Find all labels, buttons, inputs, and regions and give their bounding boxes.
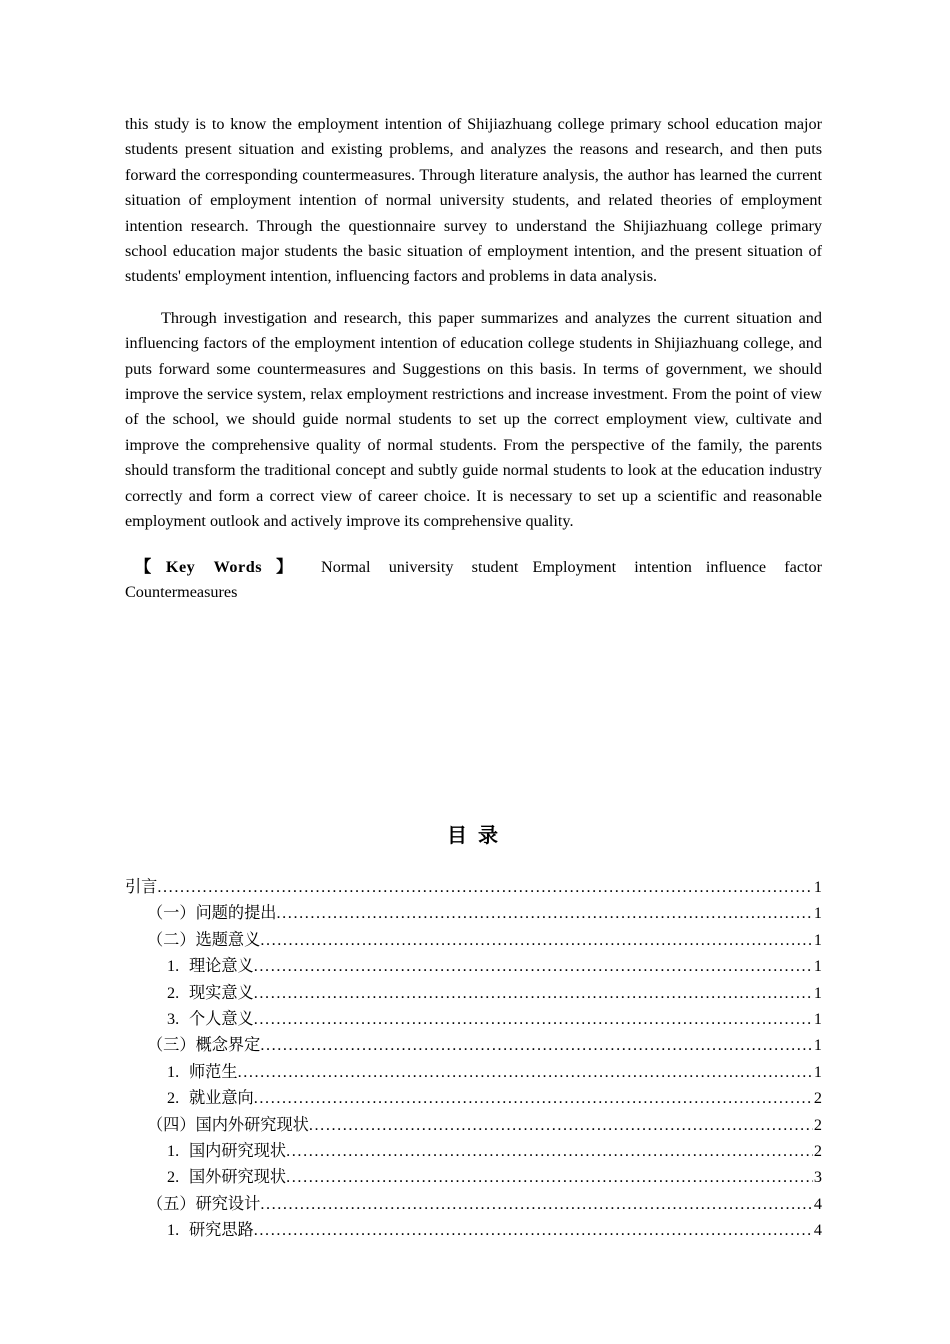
toc-entry-page: 3 xyxy=(813,1168,822,1187)
toc-entry[interactable] xyxy=(125,1138,822,1164)
toc-entry-number: 1. xyxy=(167,957,180,976)
toc-entry[interactable] xyxy=(125,953,822,979)
toc-leader xyxy=(260,1191,813,1217)
keywords-term-2: Employment intention xyxy=(532,557,692,576)
toc-entry-label: 个人意义 xyxy=(189,1010,254,1029)
toc-entry-number: 1. xyxy=(167,1142,180,1161)
toc-leader xyxy=(286,1164,813,1190)
toc-entry-title: （二） xyxy=(147,930,196,949)
toc-leader xyxy=(254,1006,813,1032)
toc-leader xyxy=(254,1085,813,1111)
toc-entry[interactable] xyxy=(125,874,822,900)
toc-leader xyxy=(254,980,813,1006)
toc-leader xyxy=(238,1059,813,1085)
toc-entry-number: （三） xyxy=(147,1036,196,1055)
toc-entry-page: 1 xyxy=(813,983,822,1002)
toc-leader xyxy=(286,1138,813,1164)
toc-leader xyxy=(254,953,813,979)
toc-entry-label: 现实意义 xyxy=(189,983,254,1002)
toc-entry-label: 概念界定 xyxy=(195,1036,261,1055)
toc-leader xyxy=(309,1112,813,1138)
toc-entry-page: 1 xyxy=(813,878,822,896)
keywords-line xyxy=(125,555,822,606)
toc-entry-title: （一） xyxy=(147,904,196,923)
toc-leader xyxy=(157,874,813,900)
toc-entry[interactable] xyxy=(125,1112,822,1138)
toc-entry[interactable] xyxy=(125,1217,822,1243)
abstract-section xyxy=(125,112,822,605)
toc-entry-page: 1 xyxy=(813,1010,822,1029)
toc-heading: 目 录 xyxy=(447,823,500,847)
toc-entry-page: 1 xyxy=(813,1062,822,1081)
toc-entry[interactable] xyxy=(125,1164,822,1190)
toc-entry-number: 2. xyxy=(167,1168,180,1187)
toc-leader xyxy=(260,1032,813,1058)
toc-entry-number: 3. xyxy=(167,1010,180,1029)
toc-entry-page: 4 xyxy=(813,1221,822,1240)
toc-entry-page: 2 xyxy=(813,1115,822,1134)
table-of-contents xyxy=(125,874,822,1244)
toc-entry-page: 4 xyxy=(813,1194,822,1213)
toc-entry[interactable] xyxy=(125,1059,822,1085)
toc-entry[interactable] xyxy=(125,980,822,1006)
toc-entry-page: 2 xyxy=(813,1142,822,1161)
toc-entry-label: 研究设计 xyxy=(195,1194,261,1213)
toc-entry-number: 2. xyxy=(167,1089,180,1108)
toc-entry-title: 引言 xyxy=(125,878,158,896)
toc-entry-page: 1 xyxy=(813,904,822,923)
keywords-label: 【Key Words】 xyxy=(135,557,308,576)
toc-entry[interactable] xyxy=(125,927,822,953)
toc-entry-number: 1. xyxy=(167,1221,180,1240)
keywords-term-3: influence factor xyxy=(705,557,823,576)
toc-entry-number: 2. xyxy=(167,983,180,1002)
toc-entry-label: 问题的提出 xyxy=(195,904,277,923)
keywords-term-4: Countermeasures xyxy=(125,582,238,601)
abstract-paragraph-1: this study is to know the employment intention of Shijiazhuang college primary school education major students present situation and existing problems, and analyzes the reasons and research, and then puts forward the corresponding countermeasures. Through literature analysis, the author has learned the current situation of employment intention of normal university students, and related theories of employment intention research. Through the questionnaire survey to understand the Shijiazhuang college primary school education major students the basic situation of employment intention, and the present situation of students' employment intention, influencing factors and problems in data analysis. xyxy=(125,115,822,286)
toc-leader xyxy=(260,927,813,953)
toc-entry[interactable] xyxy=(125,1032,822,1058)
toc-entry-number: 1. xyxy=(167,1062,180,1081)
toc-entry[interactable] xyxy=(125,1085,822,1111)
toc-entry-label: 国内外研究现状 xyxy=(195,1115,309,1134)
keywords-term-1: Normal university student xyxy=(321,557,519,576)
toc-entry[interactable] xyxy=(125,1006,822,1032)
toc-entry-number: （四） xyxy=(147,1115,196,1134)
toc-entry-label: 国外研究现状 xyxy=(189,1168,287,1187)
toc-entry[interactable] xyxy=(125,1191,822,1217)
abstract-paragraph-2: Through investigation and research, this paper summarizes and analyzes the current situation and influencing factors of the employment intention of education college students in Shijiazhuang college, and puts forward some countermeasures and Suggestions on this basis. In terms of government, we should improve the service system, relax employment restrictions and increase investment. From the point of view of the school, we should guide normal students to set up the correct employment view, cultivate and improve the comprehensive quality of normal students. From the perspective of the family, the parents should transform the traditional concept and subtly guide normal students to look at the education industry correctly and form a correct view of career choice. It is necessary to set up a scientific and reasonable employment outlook and actively improve its comprehensive quality. xyxy=(125,308,822,531)
toc-entry-label: 理论意义 xyxy=(189,957,254,976)
toc-leader xyxy=(254,1217,813,1243)
toc-leader xyxy=(277,900,813,926)
toc-entry-number: （五） xyxy=(147,1194,196,1213)
toc-entry-page: 1 xyxy=(813,957,822,976)
toc-entry-page: 2 xyxy=(813,1089,822,1108)
toc-entry-page: 1 xyxy=(813,1036,822,1055)
toc-entry[interactable] xyxy=(125,900,822,926)
toc-entry-label: 就业意向 xyxy=(189,1089,254,1108)
toc-entry-label: 研究思路 xyxy=(189,1221,254,1240)
toc-entry-label: 国内研究现状 xyxy=(189,1142,287,1161)
toc-entry-label: 师范生 xyxy=(189,1062,238,1081)
toc-entry-label: 选题意义 xyxy=(195,930,261,949)
toc-entry-page: 1 xyxy=(813,930,822,949)
